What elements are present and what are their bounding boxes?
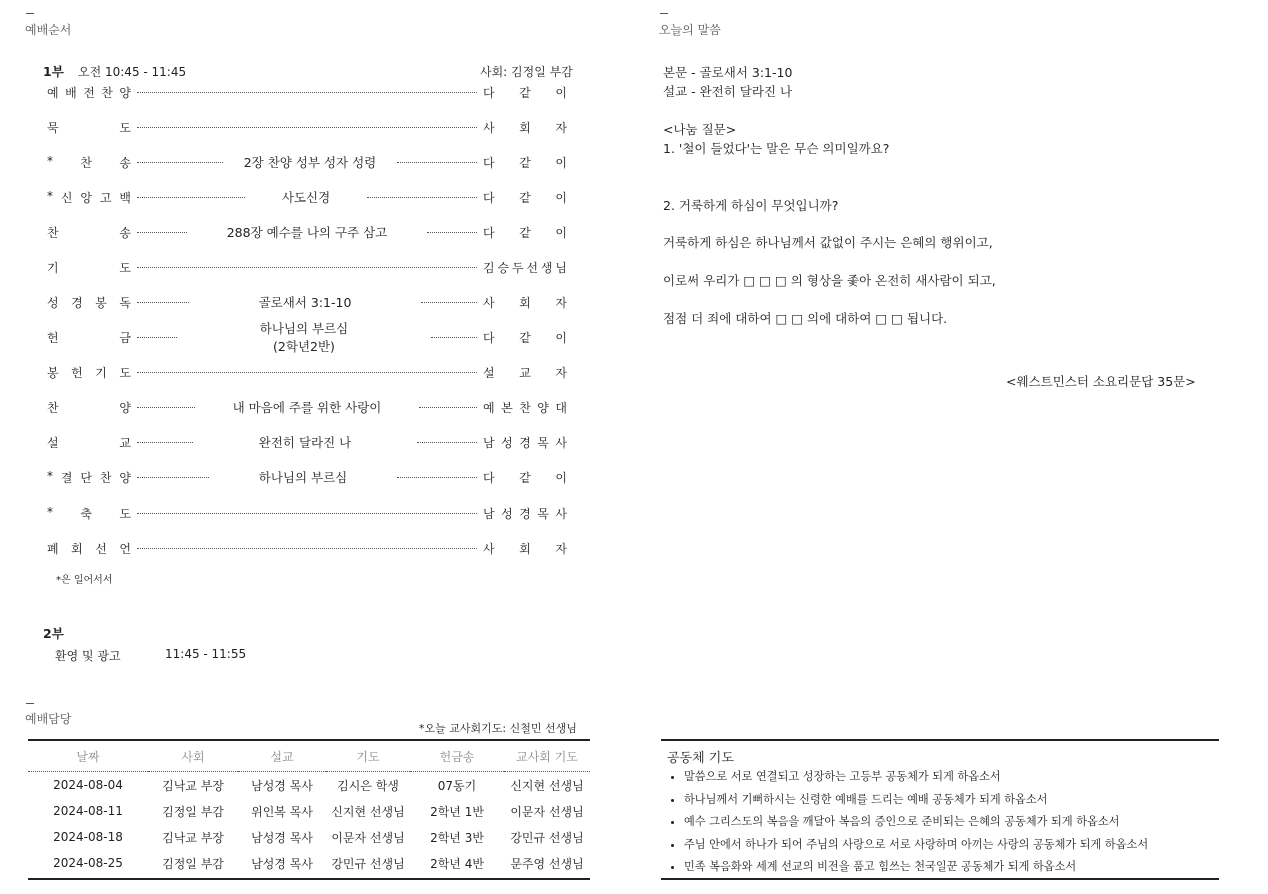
- order-item-content: [201, 398, 413, 416]
- duty-section-title: 예배담당: [25, 712, 72, 726]
- leader-dots: [137, 513, 477, 514]
- sharing-heading: <나눔 질문>: [663, 122, 737, 137]
- table-cell: 이문자 선생님: [510, 804, 584, 819]
- prayer-title: 공동체 기도: [667, 751, 734, 766]
- leader-dots: [431, 337, 477, 338]
- order-item-label: 설 교: [47, 435, 131, 450]
- order-item: [47, 317, 567, 357]
- order-item: [47, 292, 567, 312]
- order-item-leader: 남 성 경 목 사: [483, 506, 567, 521]
- prayer-bottom-rule: [661, 878, 1219, 880]
- order-item-label: 헌 금: [47, 330, 131, 345]
- leader-dots: [137, 477, 209, 478]
- leader-dots: [137, 162, 223, 163]
- order-item: [47, 187, 567, 207]
- leader-dots: [367, 197, 477, 198]
- leader-dots: [419, 407, 477, 408]
- prayer-item: • 하나님께서 기뻐하시는 신령한 예배를 드리는 예배 공동체가 되게 하옵소서: [684, 789, 1224, 812]
- header-host: 사회: [181, 749, 205, 764]
- order-item: [47, 82, 567, 102]
- table-cell: 2학년 4반: [430, 856, 484, 871]
- order-item-label: 기 도: [47, 260, 131, 275]
- table-cell: 2024-08-25: [53, 856, 123, 870]
- order-item-subtitle: (2학년2반): [273, 339, 335, 354]
- header-offering-song: 헌금송: [439, 749, 475, 764]
- table-cell: 위인복 목사: [251, 804, 313, 819]
- order-item-label: 찬 양: [47, 400, 131, 415]
- order-item-leader: 사 회 자: [483, 295, 567, 310]
- teacher-prayer-note: *오늘 교사회기도: 신철민 선생님: [419, 722, 577, 735]
- order-item: [47, 257, 567, 277]
- prayer-top-rule: [661, 739, 1219, 741]
- order-item-leader: 사 회 자: [483, 120, 567, 135]
- table-row: [28, 850, 590, 876]
- leader-dots: [427, 232, 477, 233]
- table-row: [28, 798, 590, 824]
- prayer-item: • 말씀으로 서로 연결되고 성장하는 고등부 공동체가 되게 하옵소서: [684, 766, 1224, 789]
- part2-item: 환영 및 광고: [55, 649, 121, 663]
- order-item: [47, 397, 567, 417]
- order-item: [47, 152, 567, 172]
- leader-dots: [137, 302, 189, 303]
- order-item-label: * 축 도: [47, 504, 131, 521]
- table-row: [28, 824, 590, 850]
- table-cell: 신지현 선생님: [510, 778, 584, 793]
- order-item-label: 찬 송: [47, 225, 131, 240]
- source-citation: <웨스트민스터 소요리문답 35문>: [1006, 374, 1196, 389]
- header-prayer: 기도: [356, 749, 380, 764]
- order-item-title: 288장 예수를 나의 구주 삼고: [226, 225, 388, 240]
- table-cell: 신지현 선생님: [331, 804, 405, 819]
- leader-dots: [137, 232, 187, 233]
- order-item-content: [183, 319, 425, 355]
- scripture: 본문 - 골로새서 3:1-10: [663, 65, 793, 80]
- order-item-leader: 남 성 경 목 사: [483, 435, 567, 450]
- order-item-content: [199, 433, 411, 451]
- order-item-title: 내 마음에 주를 위한 사랑이: [232, 400, 382, 415]
- section-mark: [26, 13, 34, 14]
- order-item-content: [251, 188, 361, 206]
- order-item: [47, 432, 567, 452]
- table-bottom-rule: [28, 878, 590, 880]
- order-item: [47, 538, 567, 558]
- order-item-leader: 다 같 이: [483, 190, 567, 205]
- leader-dots: [137, 92, 477, 93]
- table-cell: 07동기: [437, 778, 477, 793]
- table-row: [28, 772, 590, 799]
- order-item-leader: 예 본 찬 양 대: [483, 400, 567, 415]
- part1-label: 1부: [43, 64, 64, 79]
- standing-note: *은 일어서서: [56, 575, 113, 586]
- section-mark: [26, 703, 34, 704]
- table-cell: 김정일 부감: [162, 856, 224, 871]
- part1-time: 오전 10:45 - 11:45: [78, 65, 187, 79]
- part2-label: 2부: [43, 626, 64, 641]
- leader-dots: [421, 302, 477, 303]
- leader-dots: [397, 162, 477, 163]
- table-cell: 남성경 목사: [251, 778, 313, 793]
- answer-line-2: 이로써 우리가 □ □ □ 의 형상을 좇아 온전히 새사람이 되고,: [663, 273, 996, 288]
- order-item-title: 2장 찬양 성부 성자 성령: [243, 155, 377, 170]
- order-item-content: [215, 468, 391, 486]
- leader-dots: [397, 477, 477, 478]
- order-item-content: [195, 293, 415, 311]
- order-item-label: 묵 도: [47, 120, 131, 135]
- header-sermon: 설교: [270, 749, 294, 764]
- prayer-item: • 예수 그리스도의 복음을 깨달아 복음의 증인으로 준비되는 은혜의 공동체가 되게 하옵소서: [684, 811, 1224, 834]
- word-section-title: 오늘의 말씀: [659, 23, 721, 37]
- table-cell: 이문자 선생님: [331, 830, 405, 845]
- header-teacher-prayer: 교사회 기도: [516, 749, 578, 764]
- order-item-label: 폐 회 선 언: [47, 541, 131, 556]
- order-item: [47, 222, 567, 242]
- leader-dots: [137, 372, 477, 373]
- table-cell: 2학년 1반: [430, 804, 484, 819]
- header-date: 날짜: [76, 749, 100, 764]
- order-item-leader: 사 회 자: [483, 541, 567, 556]
- order-section-title: 예배순서: [25, 23, 72, 37]
- question-1: 1. '철이 들었다'는 말은 무슨 의미일까요?: [663, 141, 890, 156]
- order-item-label: 성 경 봉 독: [47, 295, 131, 310]
- leader-dots: [417, 442, 477, 443]
- order-item-title: 골로새서 3:1-10: [258, 295, 352, 310]
- order-item-leader: 설 교 자: [483, 365, 567, 380]
- order-item: [47, 467, 567, 487]
- table-cell: 김시은 학생: [337, 778, 399, 793]
- question-2: 2. 거룩하게 하심이 무엇입니까?: [663, 198, 839, 213]
- leader-dots: [137, 548, 477, 549]
- leader-dots: [137, 407, 195, 408]
- answer-line-1: 거룩하게 하심은 하나님께서 값없이 주시는 은혜의 행위이고,: [663, 235, 993, 250]
- table-cell: 김낙교 부장: [162, 830, 224, 845]
- order-item-label: 예 배 전 찬 양: [47, 85, 131, 100]
- order-item-title: 하나님의 부르심: [259, 321, 349, 336]
- order-item-title: 완전히 달라진 나: [258, 435, 352, 450]
- duty-table: [28, 741, 590, 876]
- sermon-title: 설교 - 완전히 달라진 나: [663, 84, 793, 99]
- order-item: [47, 362, 567, 382]
- order-item-content: [193, 223, 421, 241]
- order-item-title: 사도신경: [281, 190, 331, 205]
- order-item-leader: 다 같 이: [483, 225, 567, 240]
- prayer-item: • 주님 안에서 하나가 되어 주님의 사랑으로 서로 사랑하며 아끼는 사랑의 공동체가 되게 하옵소서: [684, 834, 1224, 857]
- table-cell: 2학년 3반: [430, 830, 484, 845]
- table-cell: 2024-08-11: [53, 804, 123, 818]
- order-item-label: * 신 앙 고 백: [47, 188, 131, 205]
- table-cell: 강민규 선생님: [331, 856, 405, 871]
- order-item-leader: 다 같 이: [483, 470, 567, 485]
- part1-host: 사회: 김정일 부감: [480, 65, 573, 79]
- order-item-label: * 결 단 찬 양: [47, 468, 131, 485]
- order-item-leader: 다 같 이: [483, 330, 567, 345]
- table-cell: 강민규 선생님: [510, 830, 584, 845]
- table-cell: 남성경 목사: [251, 830, 313, 845]
- part2-time: 11:45 - 11:55: [165, 647, 247, 661]
- table-cell: 문주영 선생님: [510, 856, 584, 871]
- leader-dots: [137, 442, 193, 443]
- table-cell: 2024-08-18: [53, 830, 123, 844]
- order-item-label: * 찬 송: [47, 153, 131, 170]
- order-item-content: [229, 153, 391, 171]
- order-item-leader: 다 같 이: [483, 85, 567, 100]
- order-item: [47, 503, 567, 523]
- order-item-leader: 다 같 이: [483, 155, 567, 170]
- table-cell: 김낙교 부장: [162, 778, 224, 793]
- leader-dots: [137, 267, 477, 268]
- table-cell: 김정일 부감: [162, 804, 224, 819]
- leader-dots: [137, 127, 477, 128]
- leader-dots: [137, 197, 245, 198]
- order-item: [47, 117, 567, 137]
- order-item-label: 봉 헌 기 도: [47, 365, 131, 380]
- prayer-list: [660, 766, 1224, 879]
- order-item-title: 하나님의 부르심: [258, 470, 348, 485]
- prayer-item: • 민족 복음화와 세계 선교의 비전을 품고 힘쓰는 천국일꾼 공동체가 되게 하옵소서: [684, 856, 1224, 879]
- table-cell: 남성경 목사: [251, 856, 313, 871]
- answer-line-3: 점점 더 죄에 대하여 □ □ 의에 대하여 □ □ 됩니다.: [663, 311, 948, 326]
- section-mark: [660, 13, 668, 14]
- leader-dots: [137, 337, 177, 338]
- table-header-row: [28, 741, 590, 772]
- order-item-leader: 김 승 두 선 생 님: [483, 260, 567, 275]
- table-cell: 2024-08-04: [53, 778, 123, 792]
